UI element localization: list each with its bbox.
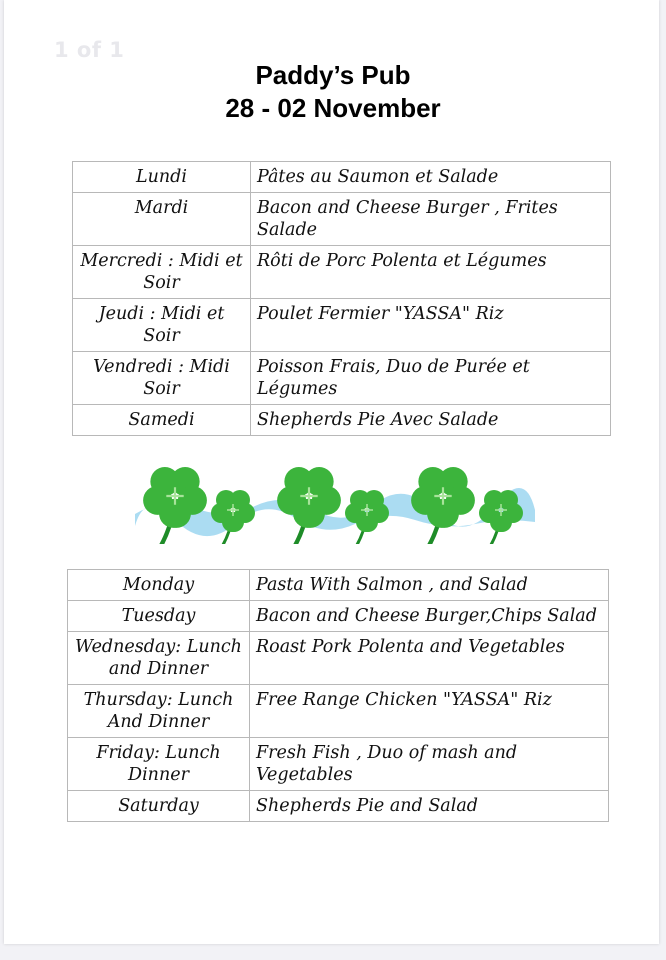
table-row [73, 193, 611, 246]
page-indicator: 1 of 1 [54, 38, 125, 62]
day-cell: Thursday: Lunch And Dinner [68, 685, 250, 738]
day-cell: Tuesday [68, 601, 250, 632]
dish-cell: Poulet Fermier "YASSA" Riz [251, 299, 611, 352]
table-row [73, 162, 611, 193]
shamrock-icon [277, 467, 341, 544]
day-cell: Jeudi : Midi et Soir [73, 299, 251, 352]
day-cell: Mardi [73, 193, 251, 246]
day-cell: Wednesday: Lunch and Dinner [68, 632, 250, 685]
day-cell: Vendredi : Midi Soir [73, 352, 251, 405]
dish-cell: Fresh Fish , Duo of mash and Vegetables [250, 738, 609, 791]
dish-cell: Free Range Chicken "YASSA" Riz [250, 685, 609, 738]
dish-cell: Pâtes au Saumon et Salade [251, 162, 611, 193]
dish-cell: Bacon and Cheese Burger,Chips Salad [250, 601, 609, 632]
dish-cell: Rôti de Porc Polenta et Légumes [251, 246, 611, 299]
table-row [73, 246, 611, 299]
shamrock-icon [345, 490, 389, 544]
table-row [68, 791, 609, 822]
shamrock-icon [411, 467, 475, 544]
day-cell: Lundi [73, 162, 251, 193]
dish-cell: Pasta With Salmon , and Salad [250, 570, 609, 601]
shamrock-decoration [135, 462, 535, 544]
day-cell: Monday [68, 570, 250, 601]
french-menu-table [72, 161, 611, 436]
table-row [73, 352, 611, 405]
table-row [68, 632, 609, 685]
menu-dates: 28 - 02 November [225, 93, 441, 123]
dish-cell: Shepherds Pie Avec Salade [251, 405, 611, 436]
table-row [68, 685, 609, 738]
table-row [68, 570, 609, 601]
day-cell: Friday: Lunch Dinner [68, 738, 250, 791]
dish-cell: Poisson Frais, Duo de Purée et Légumes [251, 352, 611, 405]
dish-cell: Bacon and Cheese Burger , Frites Salade [251, 193, 611, 246]
dish-cell: Shepherds Pie and Salad [250, 791, 609, 822]
dish-cell: Roast Pork Polenta and Vegetables [250, 632, 609, 685]
shamrock-icon [211, 490, 255, 544]
pub-name: Paddy’s Pub [255, 60, 411, 90]
table-row [73, 405, 611, 436]
table-row [73, 299, 611, 352]
english-menu-table [67, 569, 609, 822]
day-cell: Samedi [73, 405, 251, 436]
table-row [68, 601, 609, 632]
shamrock-icon [479, 490, 523, 544]
day-cell: Saturday [68, 791, 250, 822]
day-cell: Mercredi : Midi et Soir [73, 246, 251, 299]
table-row [68, 738, 609, 791]
